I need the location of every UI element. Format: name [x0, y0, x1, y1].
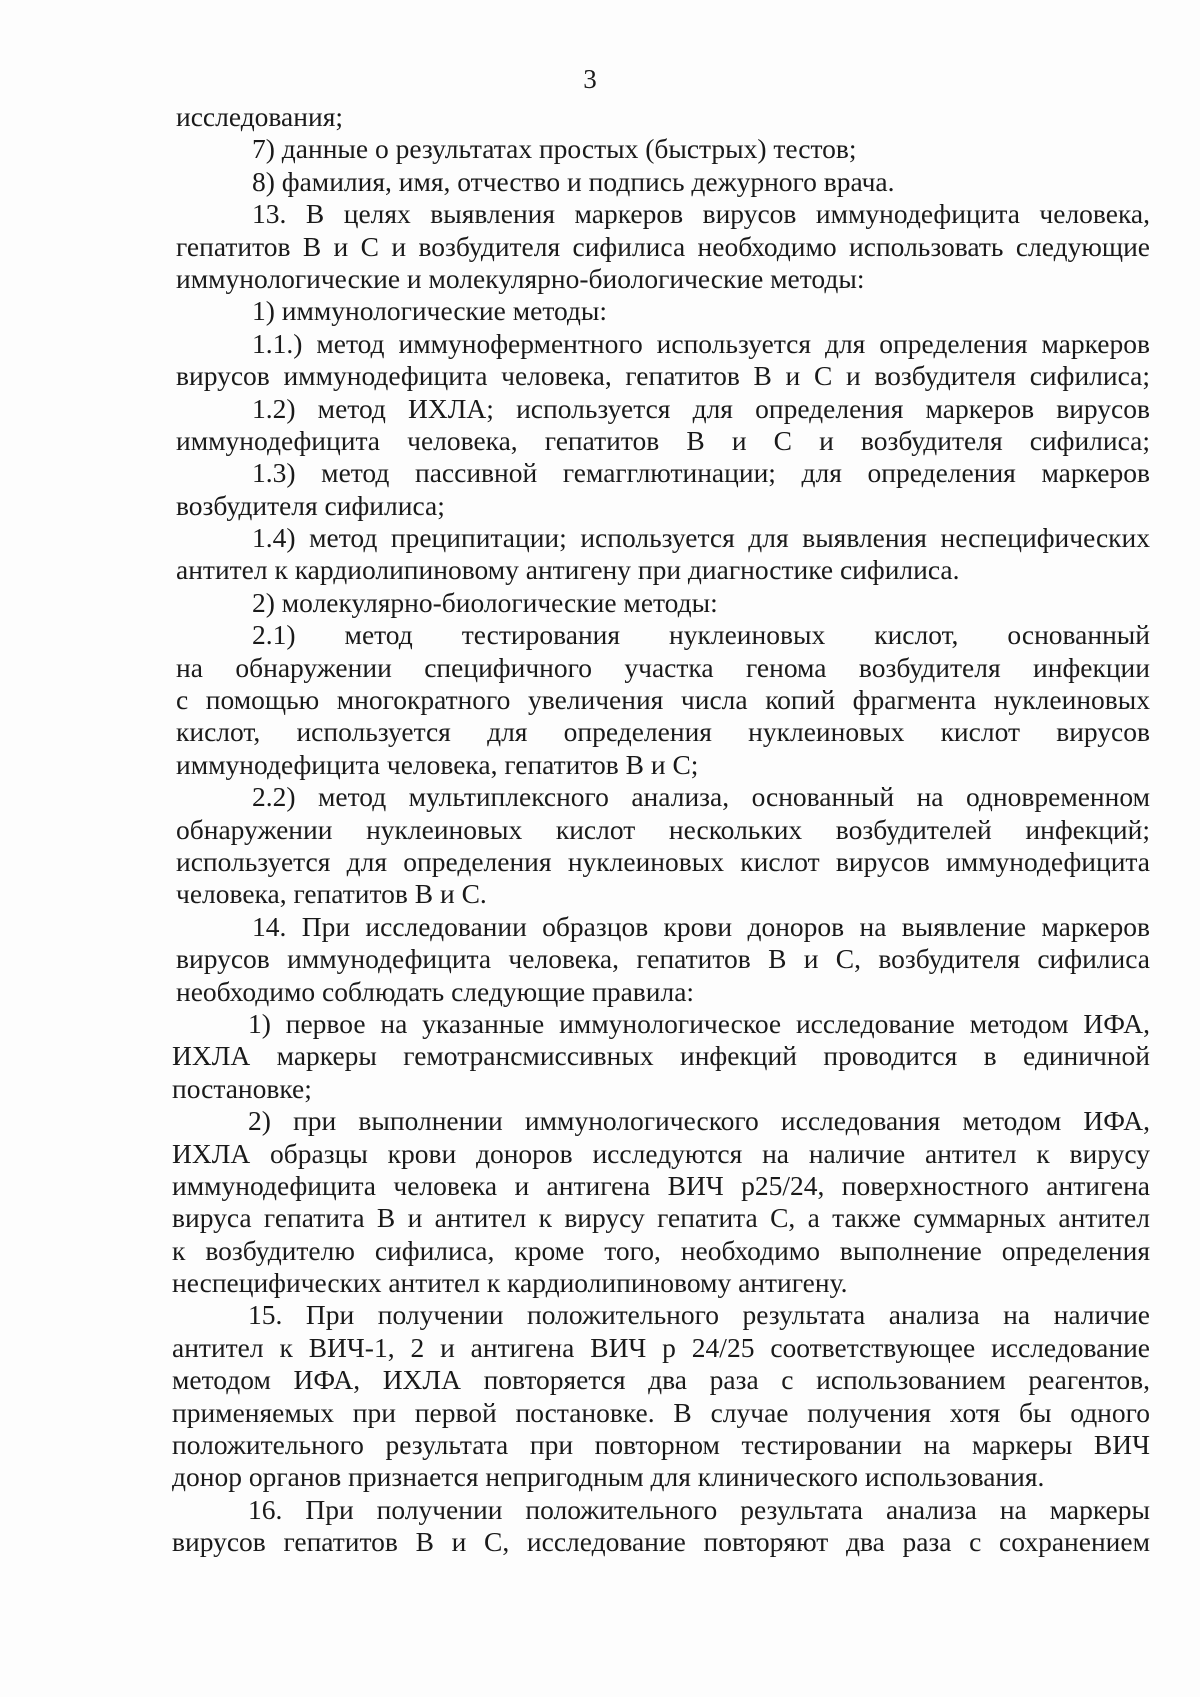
text-line: 14. При исследовании образцов крови доноров на выявление маркеров	[252, 910, 1150, 942]
text-line: 1.1.) метод иммуноферментного используется для определения маркеров	[252, 327, 1150, 359]
text-line: возбудителя сифилиса;	[176, 489, 445, 521]
text-line: 1) первое на указанные иммунологическое исследование методом ИФА,	[248, 1007, 1150, 1039]
text-line: иммунологические и молекулярно-биологические методы:	[176, 262, 865, 294]
text-line: вирусов иммунодефицита человека, гепатитов В и С, возбудителя сифилиса	[176, 943, 1150, 975]
text-line: исследования;	[176, 101, 343, 132]
text-line: 8) фамилия, имя, отчество и подпись дежурного врача.	[252, 165, 895, 197]
text-line: методом ИФА, ИХЛА повторяется два раза с использованием реагентов,	[172, 1364, 1150, 1396]
text-line: 1) иммунологические методы:	[252, 295, 608, 327]
text-line: 2.1) метод тестирования нуклеиновых кислот, основанный	[252, 619, 1150, 651]
text-line: постановке;	[172, 1072, 312, 1104]
text-line: на обнаружении специфичного участка генома возбудителя инфекции	[176, 651, 1150, 683]
text-line: 1.4) метод преципитации; используется для выявления неспецифических	[252, 522, 1150, 554]
text-line: необходимо соблюдать следующие правила:	[176, 975, 695, 1007]
page-number: 3	[583, 64, 597, 94]
text-line: вируса гепатита В и антител к вирусу гепатита С, а также суммарных антител	[172, 1202, 1150, 1234]
text-line: ИХЛА маркеры гемотрансмиссивных инфекций проводится в единичной	[172, 1040, 1150, 1072]
text-line: неспецифических антител к кардиолипиновому антигену.	[172, 1267, 848, 1299]
text-line: 1.2) метод ИХЛА; используется для определения маркеров вирусов	[252, 392, 1150, 424]
text-line: к возбудителю сифилиса, кроме того, необходимо выполнение определения	[172, 1234, 1150, 1266]
text-line: положительного результата при повторном тестировании на маркеры ВИЧ	[172, 1429, 1150, 1461]
text-line: 2) при выполнении иммунологического исследования методом ИФА,	[248, 1105, 1150, 1137]
text-line: 13. В целях выявления маркеров вирусов иммунодефицита человека,	[252, 198, 1150, 230]
text-line: иммунодефицита человека, гепатитов В и С и возбудителя сифилиса;	[176, 424, 1150, 456]
text-line: вирусов иммунодефицита человека, гепатитов В и С и возбудителя сифилиса;	[176, 360, 1150, 392]
text-line: человека, гепатитов В и С.	[176, 878, 487, 910]
text-line: 1.3) метод пассивной гемагглютинации; для определения маркеров	[252, 457, 1150, 489]
text-line: 2.2) метод мультиплексного анализа, основанный на одновременном	[252, 781, 1150, 813]
text-line: иммунодефицита человека и антигена ВИЧ р25/24, поверхностного антигена	[172, 1169, 1150, 1201]
text-line: кислот, используется для определения нуклеиновых кислот вирусов	[176, 716, 1150, 748]
text-line: антител к кардиолипиновому антигену при диагностике сифилиса.	[176, 554, 960, 586]
text-line: 15. При получении положительного результата анализа на наличие	[248, 1299, 1150, 1331]
text-line: антител к ВИЧ-1, 2 и антигена ВИЧ р 24/25 соответствующее исследование	[172, 1331, 1150, 1363]
text-line: донор органов признается непригодным для клинического использования.	[172, 1461, 1045, 1493]
text-line: иммунодефицита человека, гепатитов В и С;	[176, 748, 699, 780]
text-line: 16. При получении положительного результата анализа на маркеры	[248, 1493, 1150, 1525]
text-line: 2) молекулярно-биологические методы:	[252, 586, 718, 618]
text-line: ИХЛА образцы крови доноров исследуются на наличие антител к вирусу	[172, 1137, 1150, 1169]
text-line: 7) данные о результатах простых (быстрых) тестов;	[252, 133, 857, 165]
text-line: гепатитов В и С и возбудителя сифилиса необходимо использовать следующие	[176, 230, 1150, 262]
text-line: с помощью многократного увеличения числа копий фрагмента нуклеиновых	[176, 684, 1150, 716]
text-line: обнаружении нуклеиновых кислот нескольких возбудителей инфекций;	[176, 813, 1150, 845]
text-line: вирусов гепатитов В и С, исследование повторяют два раза с сохранением	[172, 1526, 1150, 1558]
document-body	[172, 101, 1150, 1559]
text-line: применяемых при первой постановке. В случае получения хотя бы одного	[172, 1396, 1150, 1428]
text-line: используется для определения нуклеиновых кислот вирусов иммунодефицита	[176, 845, 1150, 877]
